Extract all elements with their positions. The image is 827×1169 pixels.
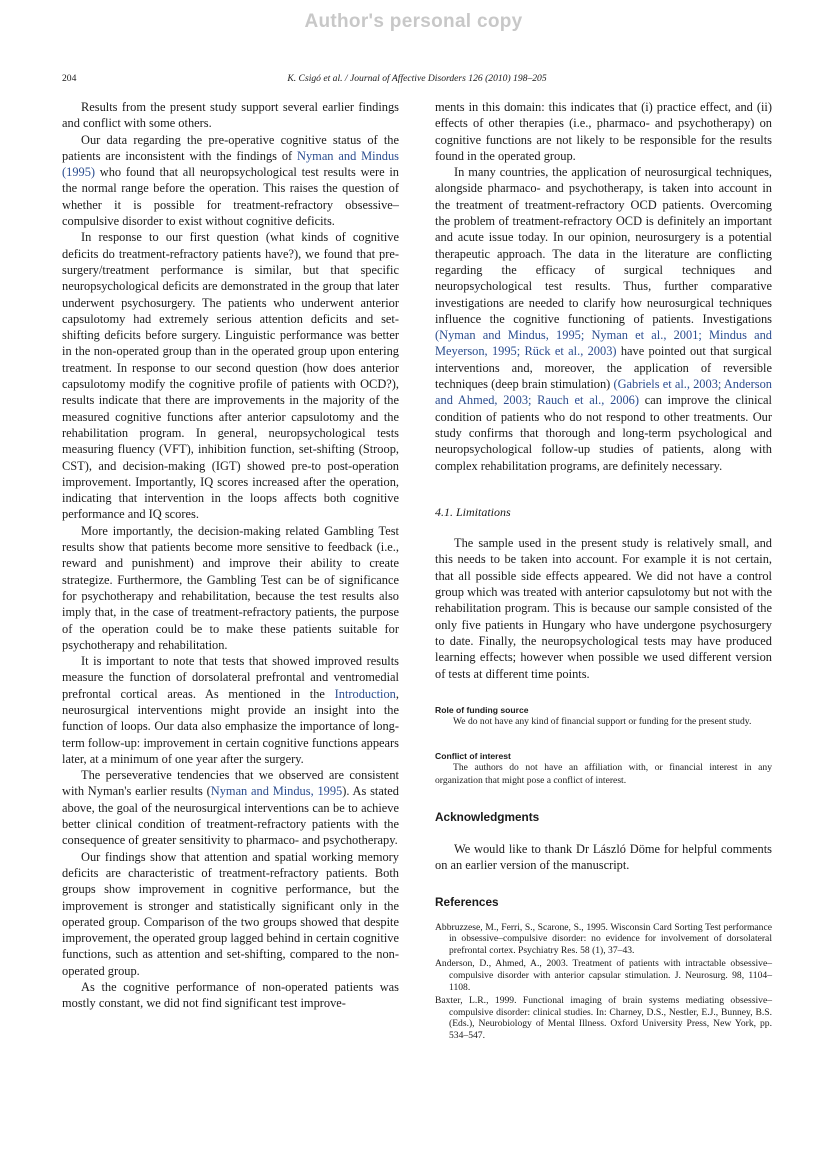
reference-item: Abbruzzese, M., Ferri, S., Scarone, S., 1995. Wisconsin Card Sorting Test performance in obsessive–compulsive disorder: no evidence for involvement of dorsolateral prefrontal cortex. Psychiatry Res. 58 (1), 37–43. [435,921,772,956]
left-column [62,99,399,1012]
reference-item: Anderson, D., Ahmed, A., 2003. Treatment of patients with intractable obsessive–compulsive disorder with anterior capsular stimulation. J. Neurosurg. 98, 1104–1108. [435,958,772,993]
references-heading: References [435,894,499,909]
page-number: 204 [62,73,77,84]
paragraph [435,164,772,474]
text: It is important to note that tests that showed improved results measure the function of dorsolateral prefrontal and ventromedial prefrontal cortical areas. As mentioned in the [62,654,399,701]
introduction-link[interactable]: Introduction [334,686,396,701]
reference-item: Baxter, L.R., 1999. Functional imaging of brain systems mediating obsessive–compulsive disorder: clinical studies. In: Charney, D.S., Nestler, E.J., Bunney, B.S. (Eds.), Neurobiology of Mental Illness. Oxford University Press, New York, pp. 534–547. [435,995,772,1041]
acknowledgments-heading: Acknowledgments [435,810,540,825]
paragraph: More importantly, the decision-making related Gambling Test results show that patients become more sensitive to feedback (i.e., reward and punishment) and improve their ability to create strategize. Furthermore, the Gambling Test can be of significance for psychotherapy and rehabilitation, because the test results also imply that, in the case of treatment-refractory patients, the purpose of the operation could be to make these patients suitable for psychotherapy and rehabilitation. [62,523,399,652]
text: who found that all neuropsychological test results were in the normal range before the operation. This raises the question of whether it is possible for treatment-refractory obsessive–compulsive disorder to exist without cognitive deficits. [62,165,399,229]
funding-heading: Role of funding source [435,704,529,715]
citation-link[interactable]: (Nyman and Mindus, 1995; Nyman et al., 2001; Mindus and Meyerson, 1995; Rück et al., 2003) [435,328,772,359]
paragraph: In response to our first question (what kinds of cognitive deficits do treatment-refractory patients have?), we found that pre-surgery/treatment performance is similar, but that specific neuropsychological deficits are demonstrated in the group that later underwent psychosurgery. The patients who underwent anterior capsulotomy had extremely serious attention deficits and set-shifting deficits before surgery. Linguistic performance was better in the non-operated group than in the operated group upon entering treatment. In response to our second question (how does anterior capsulotomy modify the cognitive profile of patients with OCD?), results indicate that there are improvements in the majority of the measured cognitive functions after anterior capsulotomy and the rehabilitation program. In general, neuropsychological tests measuring fluency (VFT), inhibition function, set-shifting (Stroop, CST), and decision-making (IGT) showed pre-to post-operation improvement. Importantly, IQ scores increased after the operation, indicating that intervention in the loops affects both cognitive performance and IQ scores. [62,230,399,522]
paragraph: Our findings show that attention and spatial working memory deficits are characteristic of treatment-refractory patients. Both groups show improvement in cognitive performance, but the improvement is stronger and statistically significant only in the operated group. Comparison of the two groups showed that despite improvement, the operated group lagged behind in certain cognitive functions, such as attention and set-shifting, compared to the non-operated group. [62,849,399,978]
right-column [435,99,772,1044]
limitations-heading: 4.1. Limitations [435,504,511,519]
text: In many countries, the application of neurosurgical techniques, alongside pharmaco- and psychotherapy, is taken into account in the treatment of treatment-refractory OCD patients. Overcoming the problem of treatment-refractory OCD is definitely an important and acute issue today. In our opinion, neurosurgery is a potential therapeutic approach. The data in the literature are conflicting regarding the efficacy of surgical techniques and neuropsychological test results. Thus, further comparative investigations are needed to clarify how neurosurgical techniques influence the cognitive functioning of patients. Investigations [435,165,772,326]
citation-link[interactable]: Nyman and Mindus (1995) [62,148,399,180]
funding-text: We do not have any kind of financial support or funding for the present study. [453,715,752,727]
paragraph: Results from the present study support several earlier findings and conflict with some others. [62,100,399,131]
reference-list [435,922,772,1042]
acknowledgments-text: We would like to thank Dr László Döme for helpful comments on an earlier version of the manuscript. [435,842,772,873]
limitations-paragraph: The sample used in the present study is relatively small, and this needs to be taken into account. For example it is not certain, that all possible side effects appeared. We did not have a control group which was treated with anterior capsulotomy but not with the rehabilitation program. This is because our sample consisted of the only five patients in Hungary who have undergone psychosurgery to date. Finally, the neuropsychological tests may have produced learning effects; however when possible we used different version of tests at different time points. [435,536,772,681]
text: Our data regarding the pre-operative cognitive status of the patients are inconsistent with the findings of [62,132,399,163]
text: have pointed out that surgical interventions and, moreover, the application of reversible techniques (deep brain stimulation) [435,344,772,392]
citation-link[interactable]: (Gabriels et al., 2003; Anderson and Ahmed, 2003; Rauch et al., 2006) [435,377,772,408]
conflict-text: The authors do not have an affiliation with, or financial interest in any organization that might pose a conflict of interest. [435,762,772,786]
text: , neurosurgical interventions might provide an insight into the function of loops. Our data also emphasize the importance of long-term follow-up: improvement in certain cognitive functions appears later, at a minimum of one year after the surgery. [62,686,399,766]
paragraph: As the cognitive performance of non-operated patients was mostly constant, we did not find significant test improve- [62,980,399,1011]
text: ). As stated above, the goal of the neurosurgical interventions can be to achieve better clinical condition of treatment-refractory patients with the consequence of greater sensitivity to pharmaco- and psychotherapy. [62,784,399,848]
journal-reference: K. Csigó et al. / Journal of Affective Disorders 126 (2010) 198–205 [287,73,547,84]
watermark: Author's personal copy [304,11,523,32]
paragraph [62,767,399,848]
text: The perseverative tendencies that we observed are consistent with Nyman's earlier results ( [62,768,399,799]
paragraph [62,132,399,230]
paragraph [62,653,399,767]
citation-link[interactable]: Nyman and Mindus, 1995 [210,784,343,799]
text: can improve the clinical condition of patients who do not respond to other treatments. Our study confirms that thorough and long-term psychological and neuropsychological follow-up studies of patients, along with complex rehabilitation programs, are definitely necessary. [435,393,772,473]
paragraph: ments in this domain: this indicates that (i) practice effect, and (ii) effects of other therapies (i.e., pharmaco- and psychotherapy) on cognitive functions are not likely to be responsible for the results found in the operated group. [435,100,772,163]
running-header [62,72,772,86]
conflict-heading: Conflict of interest [435,751,511,762]
